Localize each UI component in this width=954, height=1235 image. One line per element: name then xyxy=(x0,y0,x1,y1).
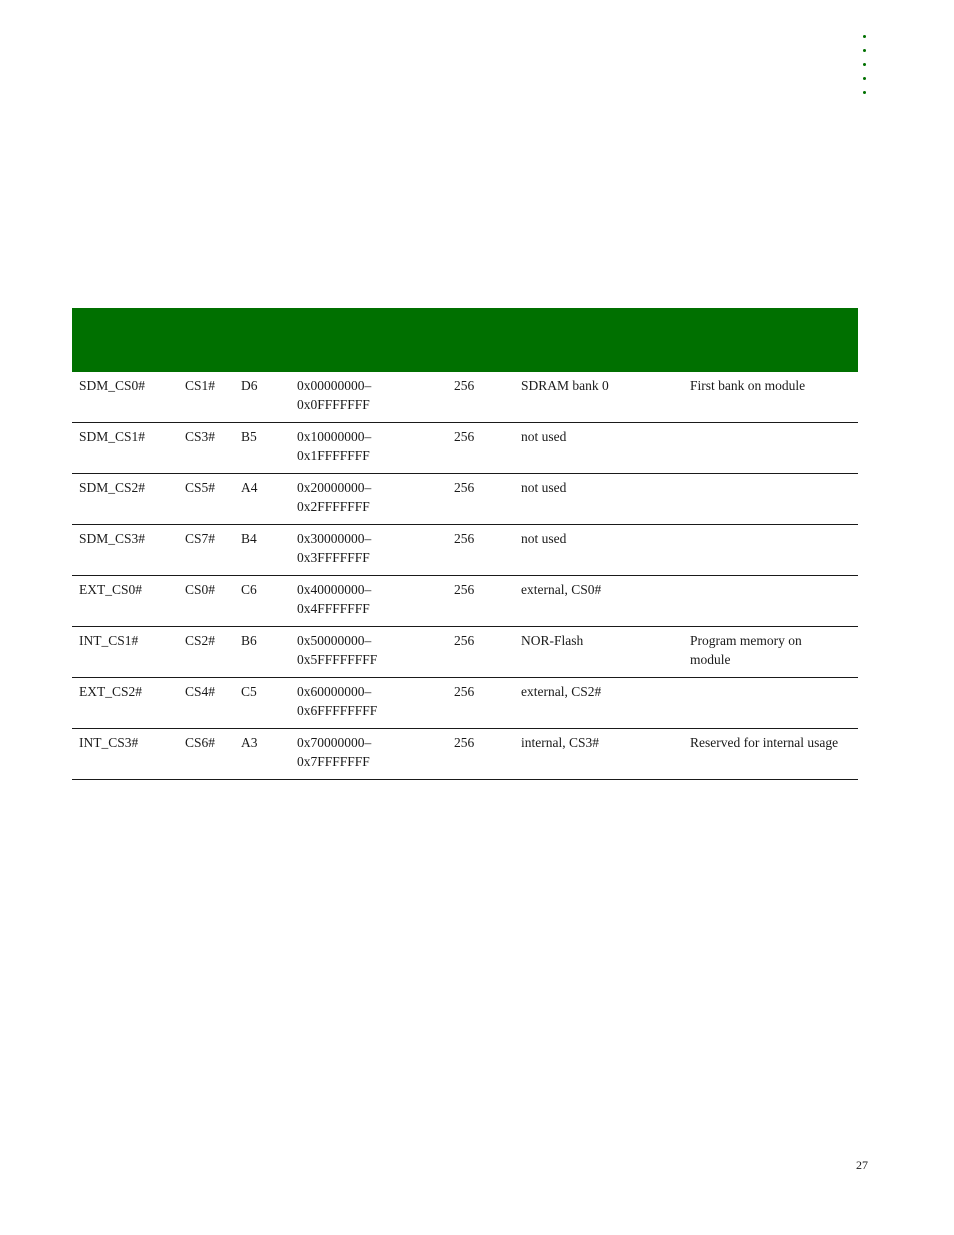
comment-cell xyxy=(690,372,858,423)
size-cell xyxy=(454,627,521,678)
table-row xyxy=(72,372,858,423)
cell-line: 0x3FFFFFFF xyxy=(297,550,370,565)
cell-line: 256 xyxy=(454,633,475,648)
cell-line: B4 xyxy=(241,531,257,546)
cell-line: 0x6FFFFFFFF xyxy=(297,703,378,718)
cell-line: SDM_CS0# xyxy=(79,378,146,393)
cell-line: Program memory on xyxy=(690,633,802,648)
cell-line: C5 xyxy=(241,684,257,699)
signal-cell xyxy=(72,423,185,474)
usage-cell xyxy=(521,372,690,423)
cell-line: NOR-Flash xyxy=(521,633,584,648)
dot xyxy=(863,77,866,80)
cell-line: 0x5FFFFFFFF xyxy=(297,652,378,667)
dot xyxy=(863,35,866,38)
dot xyxy=(863,49,866,52)
ball-cell xyxy=(241,474,297,525)
usage-cell xyxy=(521,474,690,525)
address-range-cell xyxy=(297,474,454,525)
cell-line: 0x40000000– xyxy=(297,582,372,597)
comment-cell xyxy=(690,474,858,525)
cell-line: 256 xyxy=(454,531,475,546)
cell-line: CS5# xyxy=(185,480,216,495)
cell-line: CS1# xyxy=(185,378,216,393)
signal-cell xyxy=(72,576,185,627)
cs-cell xyxy=(185,627,241,678)
cell-line: INT_CS1# xyxy=(79,633,139,648)
comment-cell xyxy=(690,525,858,576)
cell-line: C6 xyxy=(241,582,257,597)
table-row xyxy=(72,474,858,525)
cell-line: 256 xyxy=(454,684,475,699)
size-cell xyxy=(454,525,521,576)
cell-line: 0x20000000– xyxy=(297,480,372,495)
cell-line: not used xyxy=(521,480,567,495)
cell-line: CS7# xyxy=(185,531,216,546)
comment-cell xyxy=(690,678,858,729)
cell-line: 256 xyxy=(454,735,475,750)
address-range-cell xyxy=(297,576,454,627)
usage-cell xyxy=(521,627,690,678)
cell-line: SDRAM bank 0 xyxy=(521,378,609,393)
address-range-cell xyxy=(297,627,454,678)
signal-cell xyxy=(72,372,185,423)
cell-line: CS6# xyxy=(185,735,216,750)
cell-line: CS2# xyxy=(185,633,216,648)
cell-line: 256 xyxy=(454,480,475,495)
size-cell xyxy=(454,372,521,423)
cs-cell xyxy=(185,729,241,780)
cell-line: external, CS2# xyxy=(521,684,602,699)
signal-cell xyxy=(72,627,185,678)
cell-line: internal, CS3# xyxy=(521,735,599,750)
cell-line: SDM_CS1# xyxy=(79,429,146,444)
chip-select-table xyxy=(72,308,858,780)
cs-cell xyxy=(185,678,241,729)
cell-line: 0x60000000– xyxy=(297,684,372,699)
cell-line: 0x4FFFFFFF xyxy=(297,601,370,616)
cell-line: B5 xyxy=(241,429,257,444)
dot xyxy=(863,91,866,94)
cs-cell xyxy=(185,525,241,576)
cs-cell xyxy=(185,474,241,525)
address-range-cell xyxy=(297,678,454,729)
cell-line: EXT_CS0# xyxy=(79,582,143,597)
ball-cell xyxy=(241,627,297,678)
cell-line: SDM_CS2# xyxy=(79,480,146,495)
cell-line: 0x30000000– xyxy=(297,531,372,546)
size-cell xyxy=(454,678,521,729)
table-row xyxy=(72,576,858,627)
cell-line: not used xyxy=(521,429,567,444)
cell-line: 256 xyxy=(454,582,475,597)
ball-cell xyxy=(241,729,297,780)
address-range-cell xyxy=(297,729,454,780)
cell-line: Reserved for internal usage xyxy=(690,735,839,750)
cell-line: CS3# xyxy=(185,429,216,444)
ball-cell xyxy=(241,372,297,423)
cell-line: 256 xyxy=(454,429,475,444)
cell-line: 0x2FFFFFFF xyxy=(297,499,370,514)
ball-cell xyxy=(241,576,297,627)
cell-line: external, CS0# xyxy=(521,582,602,597)
cell-line: First bank on module xyxy=(690,378,806,393)
dot xyxy=(863,63,866,66)
cell-line: CS0# xyxy=(185,582,216,597)
signal-cell xyxy=(72,729,185,780)
usage-cell xyxy=(521,729,690,780)
cs-cell xyxy=(185,372,241,423)
cell-line: B6 xyxy=(241,633,257,648)
ball-cell xyxy=(241,678,297,729)
cs-cell xyxy=(185,576,241,627)
comment-cell xyxy=(690,576,858,627)
cell-line: 0x70000000– xyxy=(297,735,372,750)
signal-cell xyxy=(72,678,185,729)
usage-cell xyxy=(521,678,690,729)
comment-cell xyxy=(690,729,858,780)
cell-line: EXT_CS2# xyxy=(79,684,143,699)
cell-line: 0x1FFFFFFF xyxy=(297,448,370,463)
page-number: 27 xyxy=(856,1158,868,1172)
signal-cell xyxy=(72,525,185,576)
cell-line: 0x00000000– xyxy=(297,378,372,393)
table-row xyxy=(72,627,858,678)
comment-cell xyxy=(690,423,858,474)
comment-cell xyxy=(690,627,858,678)
size-cell xyxy=(454,423,521,474)
cell-line: 0x10000000– xyxy=(297,429,372,444)
cell-line: 0x7FFFFFFF xyxy=(297,754,370,769)
cell-line: 256 xyxy=(454,378,475,393)
cell-line: CS4# xyxy=(185,684,216,699)
usage-cell xyxy=(521,525,690,576)
table-header xyxy=(72,308,858,372)
table-row xyxy=(72,423,858,474)
signal-cell xyxy=(72,474,185,525)
size-cell xyxy=(454,474,521,525)
table-row xyxy=(72,729,858,780)
margin-dots xyxy=(863,35,869,105)
cell-line: 0x50000000– xyxy=(297,633,372,648)
ball-cell xyxy=(241,423,297,474)
address-range-cell xyxy=(297,372,454,423)
cell-line: D6 xyxy=(241,378,258,393)
ball-cell xyxy=(241,525,297,576)
usage-cell xyxy=(521,576,690,627)
address-range-cell xyxy=(297,525,454,576)
cs-cell xyxy=(185,423,241,474)
cell-line: INT_CS3# xyxy=(79,735,139,750)
cell-line: 0x0FFFFFFF xyxy=(297,397,370,412)
cell-line: A3 xyxy=(241,735,258,750)
size-cell xyxy=(454,576,521,627)
cell-line: not used xyxy=(521,531,567,546)
size-cell xyxy=(454,729,521,780)
cell-line: module xyxy=(690,652,731,667)
cell-line: A4 xyxy=(241,480,258,495)
table-row xyxy=(72,678,858,729)
usage-cell xyxy=(521,423,690,474)
table-row xyxy=(72,525,858,576)
cell-line: SDM_CS3# xyxy=(79,531,146,546)
address-range-cell xyxy=(297,423,454,474)
